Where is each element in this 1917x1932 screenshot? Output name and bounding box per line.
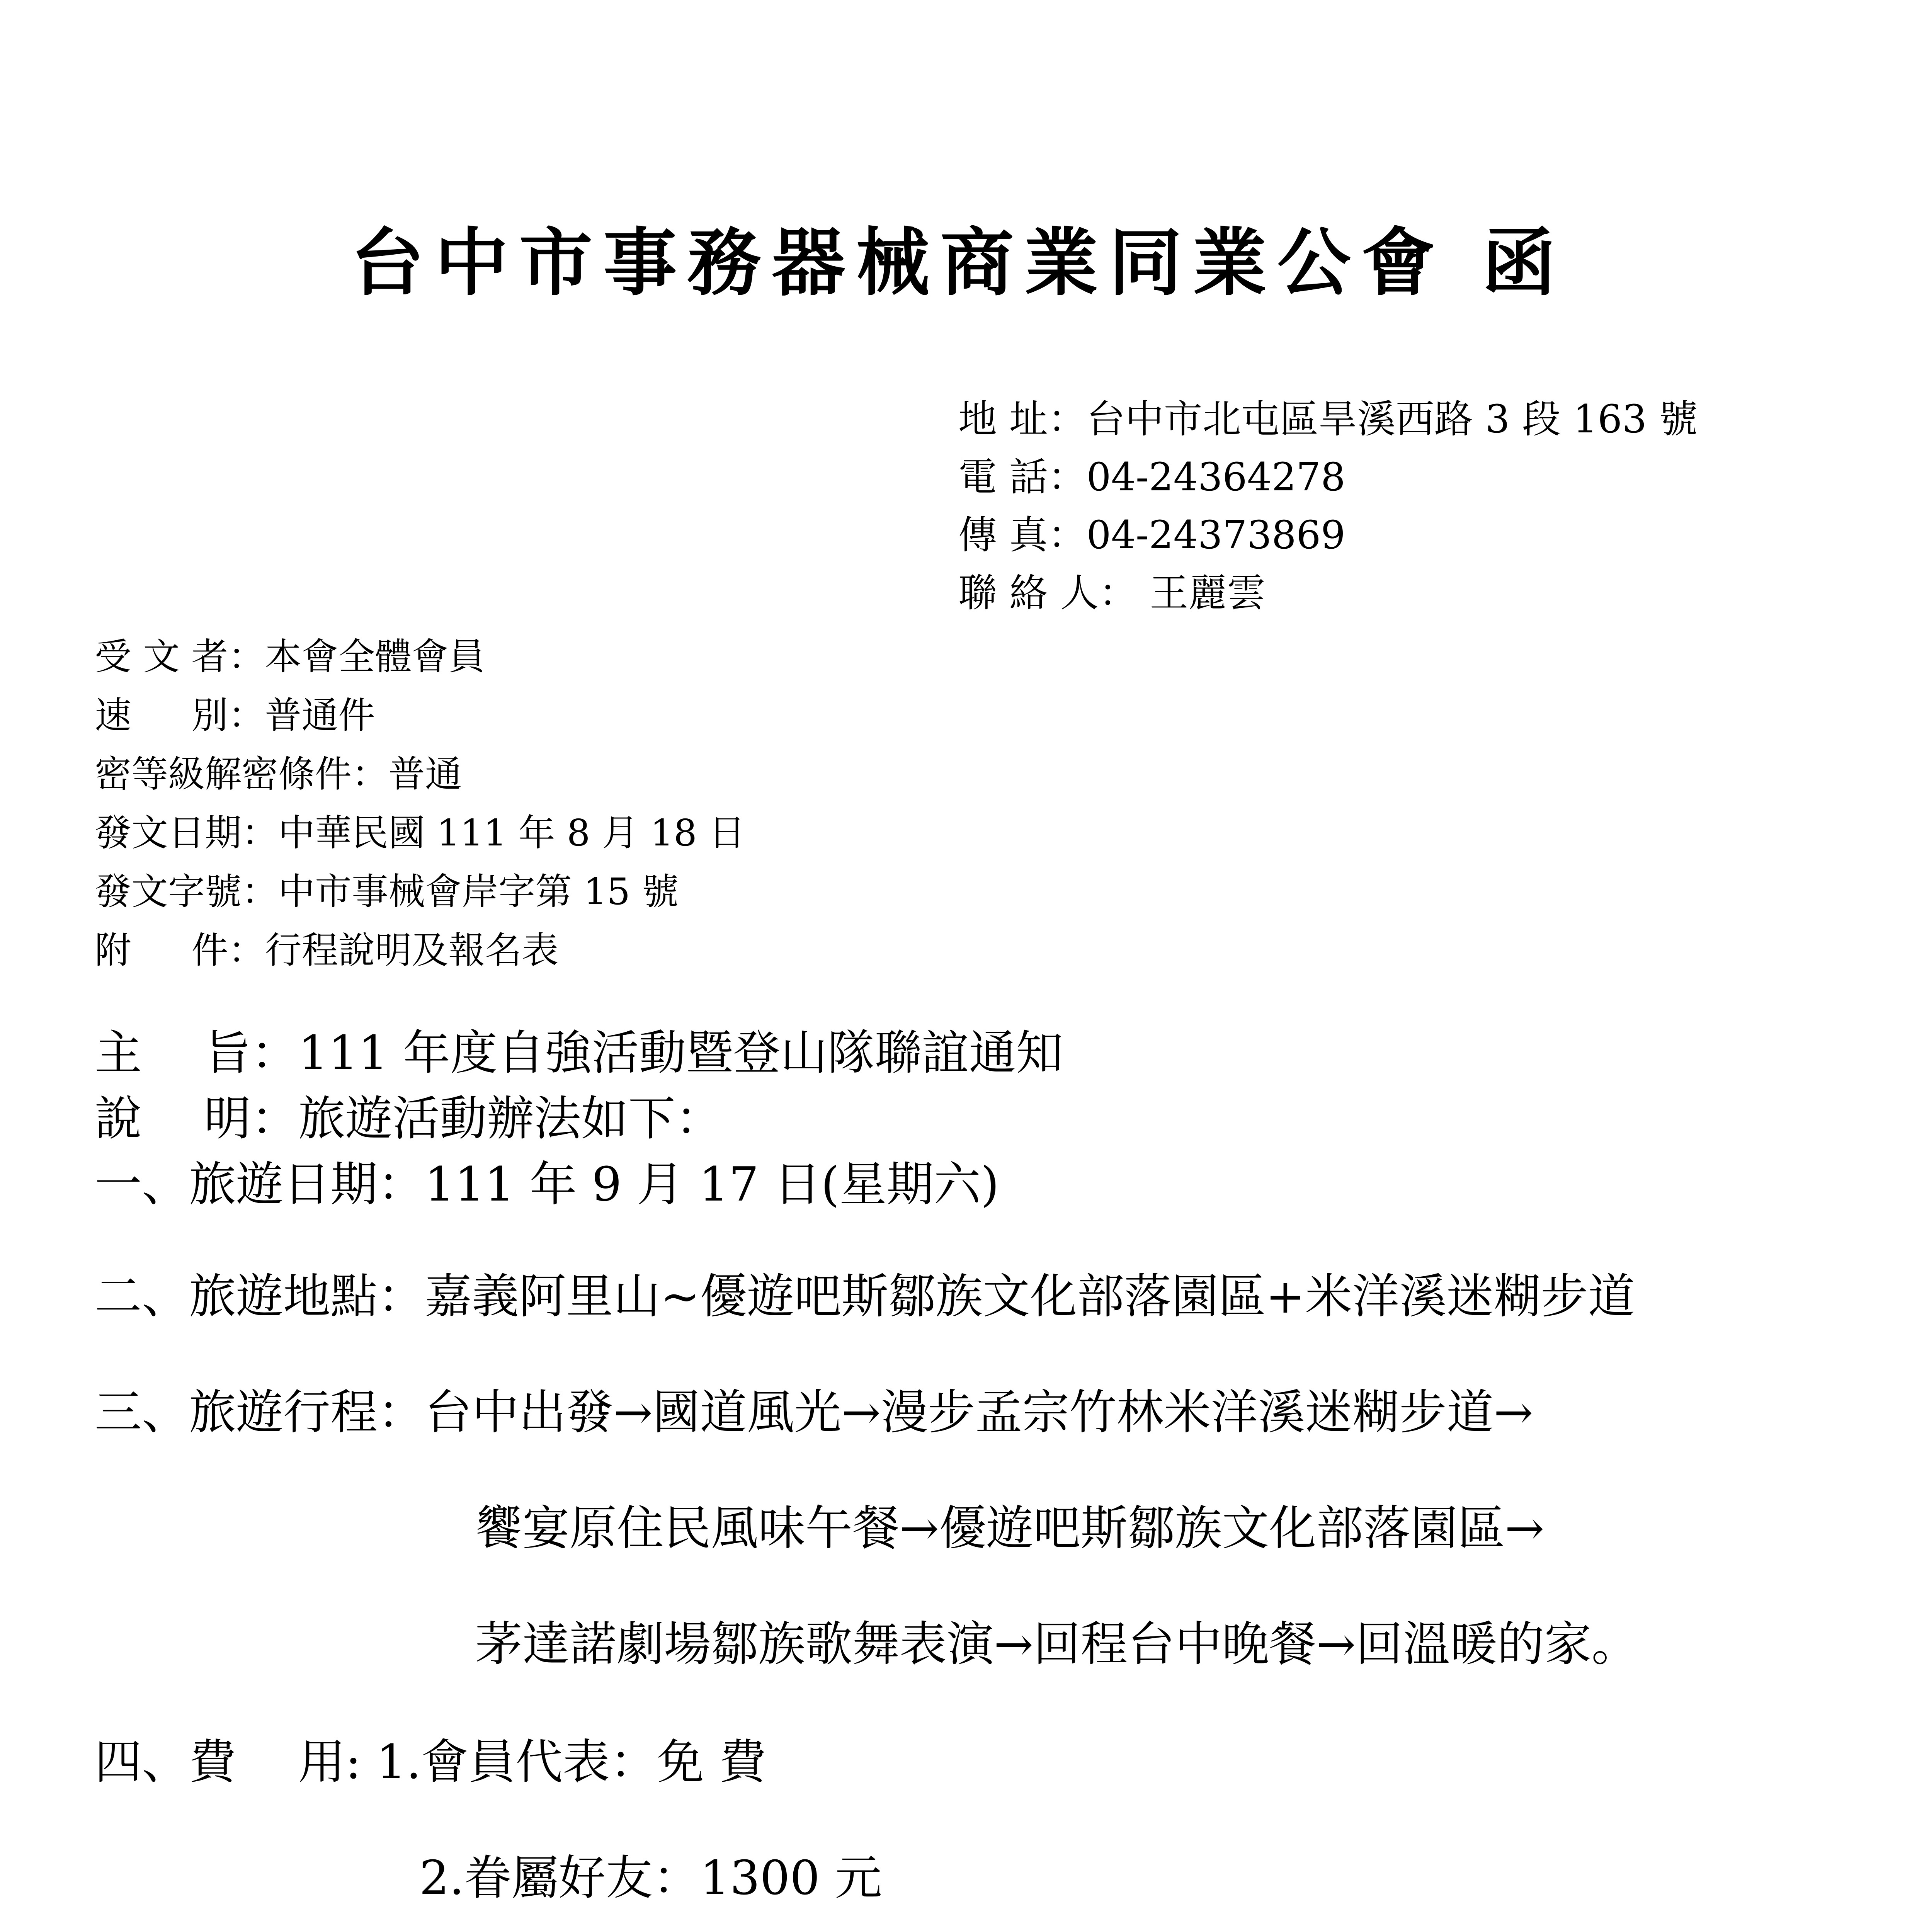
meta-doc-number: 發文字號：中市事械會岸字第 15 號 xyxy=(95,871,679,913)
meta-recipient: 受 文 者：本會全體會員 xyxy=(95,636,485,678)
subject-line: 主 旨：111 年度自強活動暨登山隊聯誼通知 xyxy=(95,1026,1063,1080)
explanation-line: 說 明：旅遊活動辦法如下： xyxy=(95,1091,723,1146)
item-1-date: 一、旅遊日期：111 年 9 月 17 日(星期六) xyxy=(95,1157,999,1212)
item-2-location: 二、旅遊地點：嘉義阿里山~優遊吧斯鄒族文化部落園區+米洋溪迷糊步道 xyxy=(95,1269,1635,1324)
meta-speed: 速 別：普通件 xyxy=(95,694,375,737)
contact-person: 聯 絡 人： 王麗雲 xyxy=(958,570,1266,616)
item-3-itinerary-line-3: 茅達諾劇場鄒族歌舞表演→回程台中晚餐→回溫暖的家。 xyxy=(475,1617,1639,1672)
contact-fax: 傳 真：04-24373869 xyxy=(958,512,1345,558)
contact-block xyxy=(958,390,1698,622)
document-title: 台中市事務器械商業同業公會 函 xyxy=(350,219,1567,306)
item-4-fee-line-1: 四、費 用: 1.會員代表：免 費 xyxy=(95,1735,766,1789)
item-3-itinerary-line-1: 三、旅遊行程：台中出發→國道風光→漫步孟宗竹林米洋溪迷糊步道→ xyxy=(95,1385,1533,1440)
item-4-fee-line-2: 2.眷屬好友：1300 元 xyxy=(419,1850,882,1905)
meta-date: 發文日期：中華民國 111 年 8 月 18 日 xyxy=(95,812,745,854)
meta-block xyxy=(95,628,745,980)
contact-phone: 電 話：04-24364278 xyxy=(958,454,1345,500)
item-3-itinerary-line-2: 饗宴原住民風味午餐→優遊吧斯鄒族文化部落園區→ xyxy=(475,1501,1544,1556)
contact-address: 地 址：台中市北屯區旱溪西路 3 段 163 號 xyxy=(958,396,1698,442)
meta-attachment: 附 件：行程說明及報名表 xyxy=(95,929,559,972)
meta-secrecy: 密等級解密條件：普通 xyxy=(95,753,462,796)
